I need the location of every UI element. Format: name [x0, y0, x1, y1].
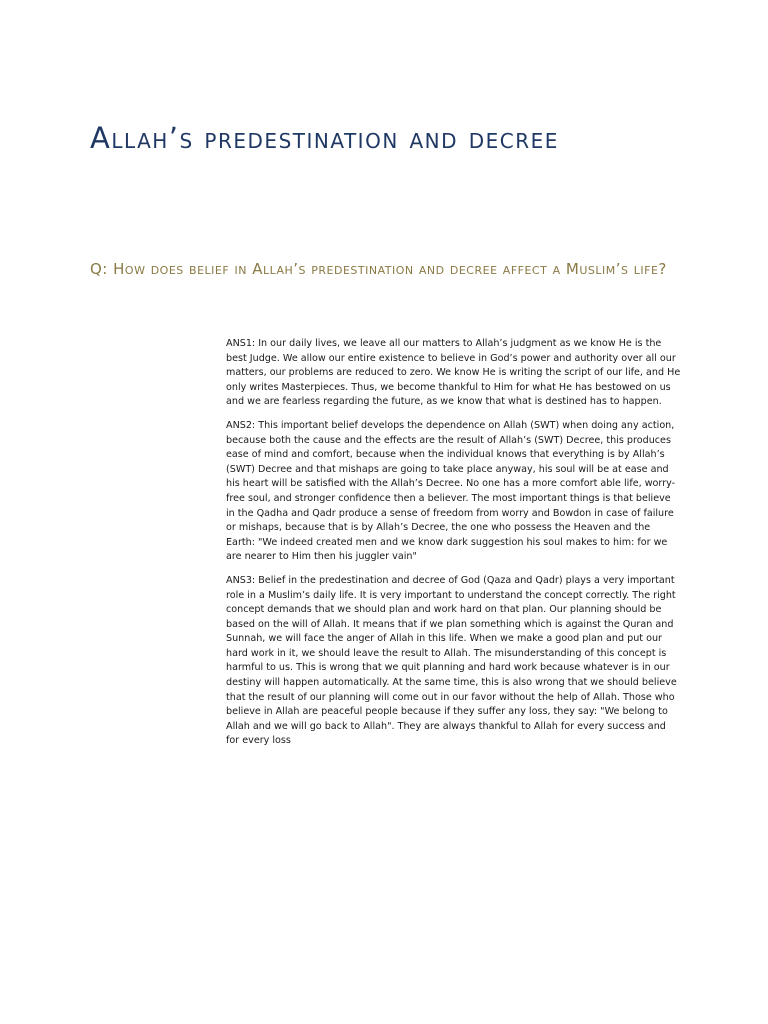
question-heading: Q: How does belief in Allah’s predestination and decree affect a Muslim’s life? [90, 260, 667, 278]
answers-section [226, 337, 682, 758]
answer-paragraph-1: ANS1: In our daily lives, we leave all our matters to Allah’s judgment as we know He is the best Judge. We allow our entire existence to believe in God’s power and authority over all our matters, our problems are reduced to zero. We know He is writing the script of our life, and He only writes Masterpieces. Thus, we become thankful to Him for what He has bestowed on us and we are fearless regarding the future, as we know that what is destined has to happen. [226, 338, 681, 408]
answer-paragraph-3: ANS3: Belief in the predestination and decree of God (Qaza and Qadr) plays a very important role in a Muslim’s daily life. It is very important to understand the concept correctly. The right concept demands that we should plan and work hard on that plan. Our planning should be based on the will of Allah. It means that if we plan something which is against the Quran and Sunnah, we will face the anger of Allah in this life. When we make a good plan and put our hard work in it, we should leave the result to Allah. The misunderstanding of this concept is harmful to us. This is wrong that we quit planning and hard work because whatever is in our destiny will happen automatically. At the same time, this is also wrong that we should believe that the result of our planning will come out in our favor without the help of Allah. Those who believe in Allah are peaceful people because if they suffer any loss, they say: "We belong to Allah and we will go back to Allah". They are always thankful to Allah for every success and for every loss [226, 574, 677, 747]
document-title: Allah’s predestination and decree [90, 121, 559, 155]
answer-paragraph-2: ANS2: This important belief develops the dependence on Allah (SWT) when doing any action, because both the cause and the effects are the result of Allah’s (SWT) Decree, this produces ease of mind and comfort, because when the individual knows that everything is by Allah’s (SWT) Decree and that mishaps are going to take place anyway, his soul will be at ease and his heart will be satisfied with the Allah’s Decree. No one has a more comfort able life, worry-free soul, and stronger confidence then a believer. The most important things is that believe in the Qadha and Qadr produce a sense of freedom from worry and Bowdon in case of failure or mishaps, because that is by Allah’s Decree, the one who possess the Heaven and the Earth: "We indeed created men and we know dark suggestion his soul makes to him: for we are nearer to Him then his juggler vain" [226, 419, 676, 563]
